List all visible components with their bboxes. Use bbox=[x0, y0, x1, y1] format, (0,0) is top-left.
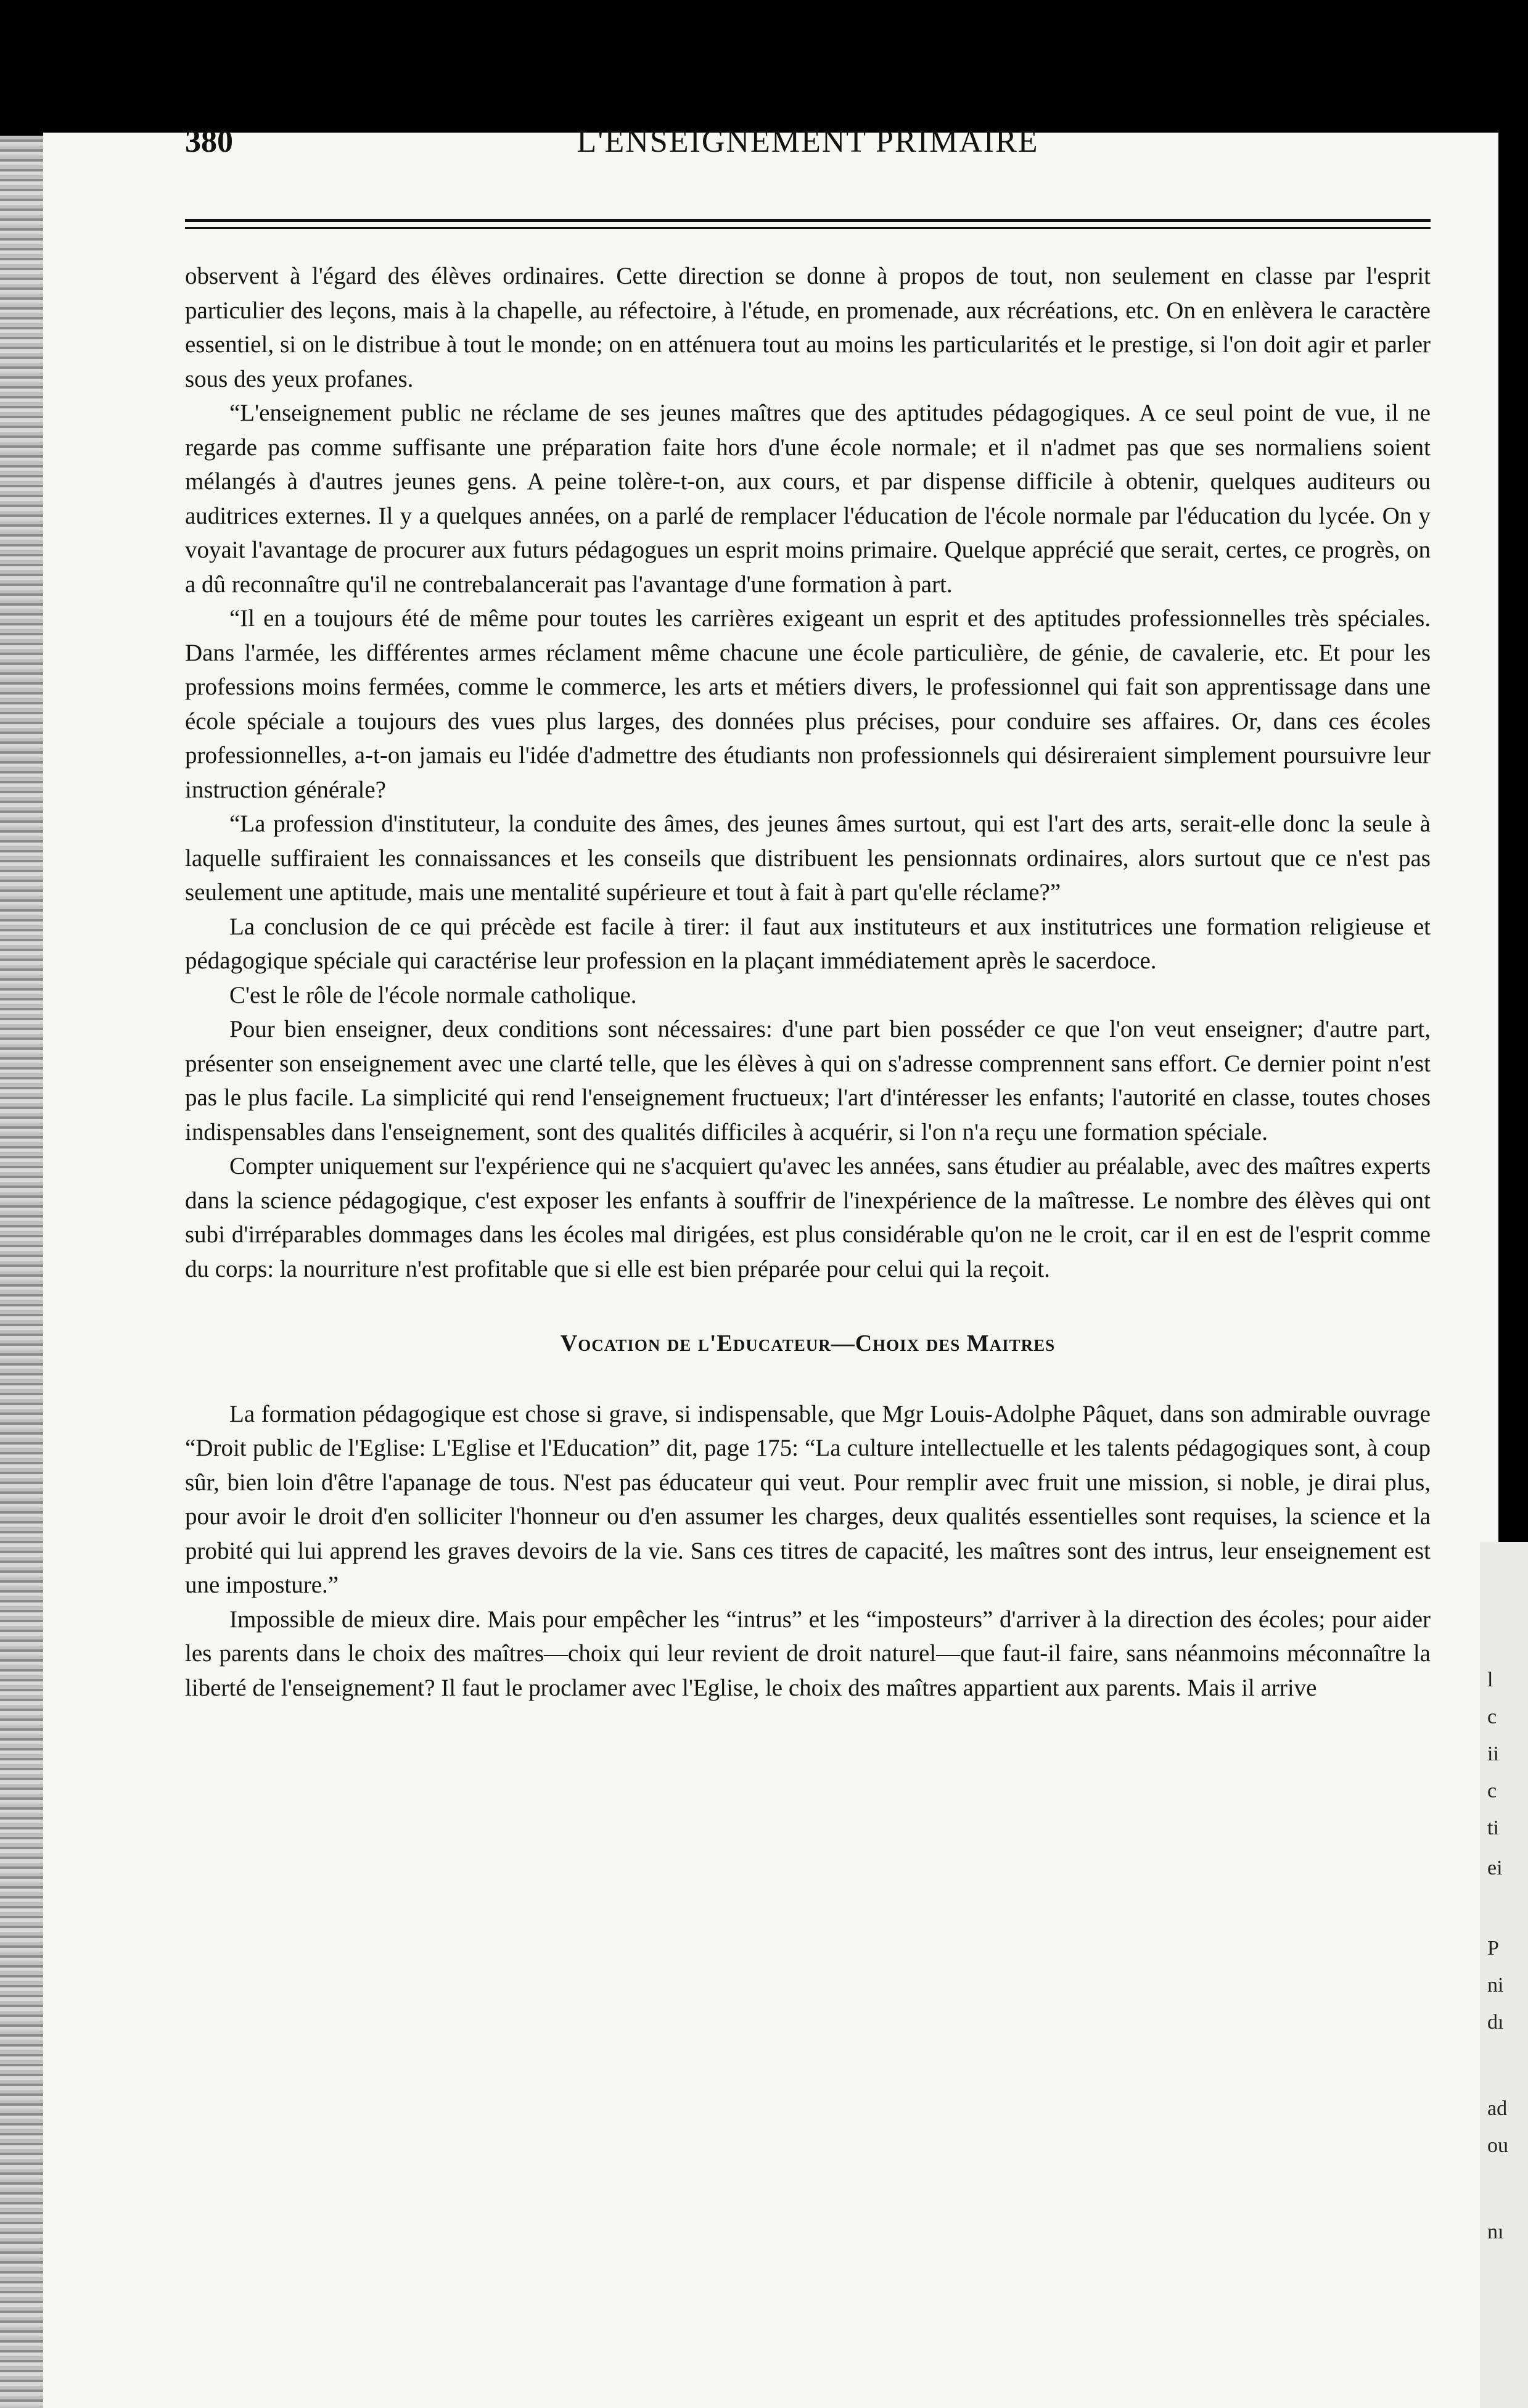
facing-fragment: ei bbox=[1487, 1857, 1503, 1879]
facing-fragment: dı bbox=[1487, 2011, 1504, 2034]
facing-fragment: c bbox=[1487, 1779, 1497, 1802]
paragraph-4: “La profession d'instituteur, la conduite des âmes, des jeunes âmes surtout, qui est l'art des arts, serait-elle donc la seule à laquelle suffiraient les connaissances et les conseils que distribuent les pensionnats ordinaires, alors surtout que ce n'est pas seulement une aptitude, mais une mentalité supérieure et tout à fait à part qu'elle réclame?” bbox=[185, 810, 1431, 905]
page-header bbox=[185, 123, 1431, 173]
paragraph-5: La conclusion de ce qui précède est facile à tirer: il faut aux instituteurs et aux institutrices une formation religieuse et pédagogique spéciale qui caractérise leur profession en la plaçant immédiatement après le sacerdoce. bbox=[185, 913, 1431, 974]
paragraph-3: “Il en a toujours été de même pour toutes les carrières exigeant un esprit et des aptitudes professionnelles très spéciales. Dans l'armée, les différentes armes réclament même chacune une école particulière, de génie, de cavalerie, etc. Et pour les professions moins fermées, comme le commerce, les arts et métiers divers, le professionnel qui fait son apprentissage dans une école spéciale a toujours des vues plus larges, des données plus précises, pour conduire ses affaires. Or, dans ces écoles professionnelles, a-t-on jamais eu l'idée d'admettre des étudiants non professionnels qui désireraient simplement poursuivre leur instruction générale? bbox=[185, 605, 1431, 803]
facing-fragment: l bbox=[1487, 1668, 1493, 1691]
facing-fragment: P bbox=[1487, 1937, 1499, 1960]
page-number: 380 bbox=[185, 124, 233, 159]
facing-fragment: ou bbox=[1487, 2134, 1508, 2157]
facing-fragment: ti bbox=[1487, 1816, 1499, 1839]
facing-fragment: ad bbox=[1487, 2097, 1508, 2120]
page-body bbox=[185, 259, 1431, 1705]
paragraph-2: “L'enseignement public ne réclame de ses jeunes maîtres que des aptitudes pédagogiques. A ce seul point de vue, il ne regarde pas comme suffisante une préparation faite hors d'une école normale; et il n'admet pas que ses normaliens soient mélangés à d'autres jeunes gens. A peine tolère-t-on, aux cours, et par dispense difficile à obtenir, quelques auditeurs ou auditrices externes. Il y a quelques années, on a parlé de remplacer l'éducation de l'école normale par l'éducation du lycée. On y voyait l'avantage de procurer aux futurs pédagogues un esprit moins primaire. Quelque apprécié que serait, certes, ce progrès, on a dû reconnaître qu'il ne contrebalancerait pas l'avantage d'une formation à part. bbox=[185, 400, 1431, 598]
facing-fragment: nı bbox=[1487, 2220, 1504, 2243]
paragraph-7: Pour bien enseigner, deux conditions sont nécessaires: d'une part bien posséder ce que l'on veut enseigner; d'autre part, présenter son enseignement avec une clarté telle, que les élèves à qui on s'adresse comprennent sans effort. Ce dernier point n'est pas le plus facile. La simplicité qui rend l'enseignement fructueux; l'art d'intéresser les enfants; l'autorité en classe, toutes choses indispensables dans l'enseignement, sont des qualités difficiles à acquérir, si l'on n'a reçu une formation spéciale. bbox=[185, 1016, 1431, 1145]
facing-fragment: ni bbox=[1487, 1974, 1504, 1997]
scan-binding-edge bbox=[0, 136, 43, 2408]
facing-fragment: c bbox=[1487, 1705, 1497, 1728]
paragraph-1: observent à l'égard des élèves ordinaires. Cette direction se donne à propos de tout, non seulement en classe par l'esprit particulier des leçons, mais à la chapelle, au réfectoire, à l'étude, en promenade, aux récréations, etc. On en enlèvera le caractère essentiel, si on le distribue à tout le monde; on en atténuera tout au moins les particularités et le prestige, si l'on doit agir et parler sous des yeux profanes. bbox=[185, 263, 1431, 392]
header-rule-thick bbox=[185, 219, 1431, 222]
paragraph-6: C'est le rôle de l'école normale catholique. bbox=[229, 981, 637, 1008]
header-rule-thin bbox=[185, 227, 1431, 229]
paragraph-10: Impossible de mieux dire. Mais pour empêcher les “intrus” et les “imposteurs” d'arriver à la direction des écoles; pour aider les parents dans le choix des maîtres—choix qui leur revient de droit naturel—que faut-il faire, sans néanmoins méconnaître la liberté de l'enseignement? Il faut le proclamer avec l'Eglise, le choix des maîtres appartient aux parents. Mais il arrive bbox=[185, 1606, 1431, 1701]
facing-fragment: ii bbox=[1487, 1742, 1499, 1765]
facing-page-edge bbox=[1480, 1542, 1528, 2408]
section-heading: Vocation de l'Educateur—Choix des Maitres bbox=[560, 1330, 1056, 1356]
paragraph-9: La formation pédagogique est chose si grave, si indispensable, que Mgr Louis-Adolphe Pâquet, dans son admirable ouvrage “Droit public de l'Eglise: L'Eglise et l'Education” dit, page 175: “La culture intellectuelle et les talents pédagogiques sont, à coup sûr, bien loin d'être l'apanage de tous. N'est pas éducateur qui veut. Pour remplir avec fruit une mission, si noble, je dirai plus, pour avoir le droit d'en solliciter l'honneur ou d'en assumer les charges, deux qualités essentielles sont requises, la science et la probité qui lui apprend les graves devoirs de la vie. Sans ces titres de capacité, les maîtres sont des intrus, leur enseignement est une imposture.” bbox=[185, 1400, 1431, 1598]
paragraph-8: Compter uniquement sur l'expérience qui ne s'acquiert qu'avec les années, sans étudier au préalable, avec des maîtres experts dans la science pédagogique, c'est exposer les enfants à souffrir de l'inexpérience de la maîtresse. Le nombre des élèves qui ont subi d'irréparables dommages dans les écoles mal dirigées, est plus considérable qu'on ne le croit, car il en est de l'esprit comme du corps: la nourriture n'est profitable que si elle est bien préparée pour celui qui la reçoit. bbox=[185, 1153, 1431, 1282]
running-title: L'ENSEIGNEMENT PRIMAIRE bbox=[577, 124, 1039, 159]
